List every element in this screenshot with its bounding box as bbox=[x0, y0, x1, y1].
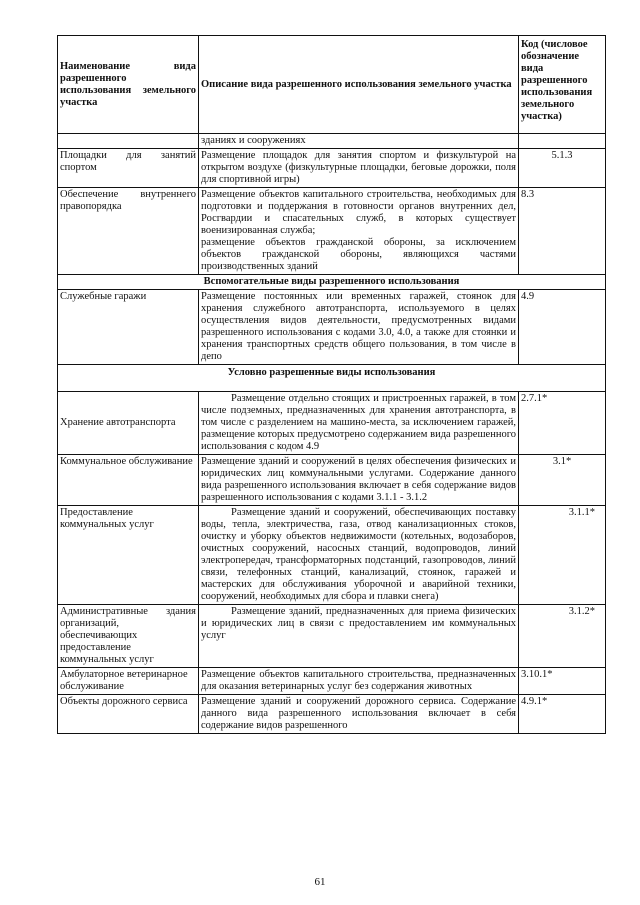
page-number: 61 bbox=[314, 876, 326, 888]
row-description bbox=[199, 188, 519, 275]
row-code: 3.1.1* bbox=[519, 506, 606, 605]
header-description: Описание вида разрешенного использования земельного участка bbox=[199, 36, 519, 134]
row-name: Служебные гаражи bbox=[58, 290, 199, 365]
row-description-part: Размещение объектов капитального строительства, необходимых для подготовки и поддержания в готовности органов внутренних дел, Росгвардии и спасательных служб, в которых существует военизированная служба; bbox=[201, 189, 516, 236]
row-code: 3.1* bbox=[519, 455, 606, 506]
row-name bbox=[58, 134, 199, 149]
row-code bbox=[519, 134, 606, 149]
table-row bbox=[58, 290, 606, 365]
section-title-auxiliary: Вспомогательные виды разрешенного использования bbox=[58, 275, 606, 290]
row-code: 5.1.3 bbox=[519, 149, 606, 188]
section-header-row bbox=[58, 275, 606, 290]
row-description: Размещение объектов капитального строительства, предназначенных для оказания ветеринарных услуг без содержания животных bbox=[199, 668, 519, 695]
table-row bbox=[58, 695, 606, 734]
row-name: Хранение автотранспорта bbox=[58, 392, 199, 455]
row-code: 3.1.2* bbox=[519, 605, 606, 668]
row-name: Коммунальное обслуживание bbox=[58, 455, 199, 506]
table-row bbox=[58, 392, 606, 455]
row-description: Размещение зданий, предназначенных для приема физических и юридических лиц в связи с предоставлением им коммунальных услуг bbox=[199, 605, 519, 668]
table-row bbox=[58, 506, 606, 605]
row-description: Размещение постоянных или временных гаражей, стоянок для хранения служебного автотранспорта, используемого в целях осуществления видов деятельности, предусмотренных видами разрешенного использования с кодами 3.0, 4.0, а также для стоянки и хранения транспортных средств общего пользования, в том числе в депо bbox=[199, 290, 519, 365]
land-use-table bbox=[57, 35, 606, 734]
row-name: Предоставление коммунальных услуг bbox=[58, 506, 199, 605]
row-name: Амбулаторное ветеринарное обслуживание bbox=[58, 668, 199, 695]
table-row bbox=[58, 188, 606, 275]
row-name: Площадки для занятий спортом bbox=[58, 149, 199, 188]
row-description: зданиях и сооружениях bbox=[199, 134, 519, 149]
document-page bbox=[57, 35, 605, 734]
header-code: Код (числовое обозначение вида разрешенного использования земельного участка) bbox=[519, 36, 606, 134]
table-row bbox=[58, 134, 606, 149]
row-description: Размещение площадок для занятия спортом и физкультурой на открытом воздухе (физкультурные площадки, беговые дорожки, поля для спортивной игры) bbox=[199, 149, 519, 188]
table-row bbox=[58, 455, 606, 506]
table-header-row bbox=[58, 36, 606, 134]
table-row bbox=[58, 668, 606, 695]
table-row bbox=[58, 149, 606, 188]
row-code: 2.7.1* bbox=[519, 392, 606, 455]
header-name: Наименование вида разрешенного использования земельного участка bbox=[58, 36, 199, 134]
row-code: 3.10.1* bbox=[519, 668, 606, 695]
section-title-conditional: Условно разрешенные виды использования bbox=[58, 365, 606, 392]
row-description: Размещение зданий и сооружений, обеспечивающих поставку воды, тепла, электричества, газа, отвод канализационных стоков, очистку и уборку объектов недвижимости (котельных, водозаборов, очистных сооружений, насосных станций, водопроводов, линий электропередач, трансформаторных подстанций, газопроводов, линий связи, телефонных станций, канализаций, стоянок, гаражей и мастерских для обслуживания уборочной и аварийной техники, сооружений, необходимых для сбора и плавки снега) bbox=[199, 506, 519, 605]
section-header-row bbox=[58, 365, 606, 392]
row-code: 4.9.1* bbox=[519, 695, 606, 734]
row-name: Объекты дорожного сервиса bbox=[58, 695, 199, 734]
row-code: 8.3 bbox=[519, 188, 606, 275]
row-description: Размещение зданий и сооружений в целях обеспечения физических и юридических лиц коммунальными услугами. Содержание данного вида разрешенного использования включает в себя содержание видов разрешенного использования с кодами 3.1.1 - 3.1.2 bbox=[199, 455, 519, 506]
row-code: 4.9 bbox=[519, 290, 606, 365]
row-name: Обеспечение внутреннего правопорядка bbox=[58, 188, 199, 275]
row-description: Размещение отдельно стоящих и пристроенных гаражей, в том числе подземных, предназначенных для хранения автотранспорта, в том числе с разделением на машино-места, за исключением гаражей, размещение которых предусмотрено содержанием вида разрешенного использования с кодом 4.9 bbox=[199, 392, 519, 455]
table-row bbox=[58, 605, 606, 668]
row-description: Размещение зданий и сооружений дорожного сервиса. Содержание данного вида разрешенного использования включает в себя содержание видов разрешенного bbox=[199, 695, 519, 734]
row-description-part: размещение объектов гражданской обороны, за исключением объектов гражданской обороны, являющихся частями производственных зданий bbox=[201, 237, 516, 272]
row-name: Административные здания организаций, обеспечивающих предоставление коммунальных услуг bbox=[58, 605, 199, 668]
